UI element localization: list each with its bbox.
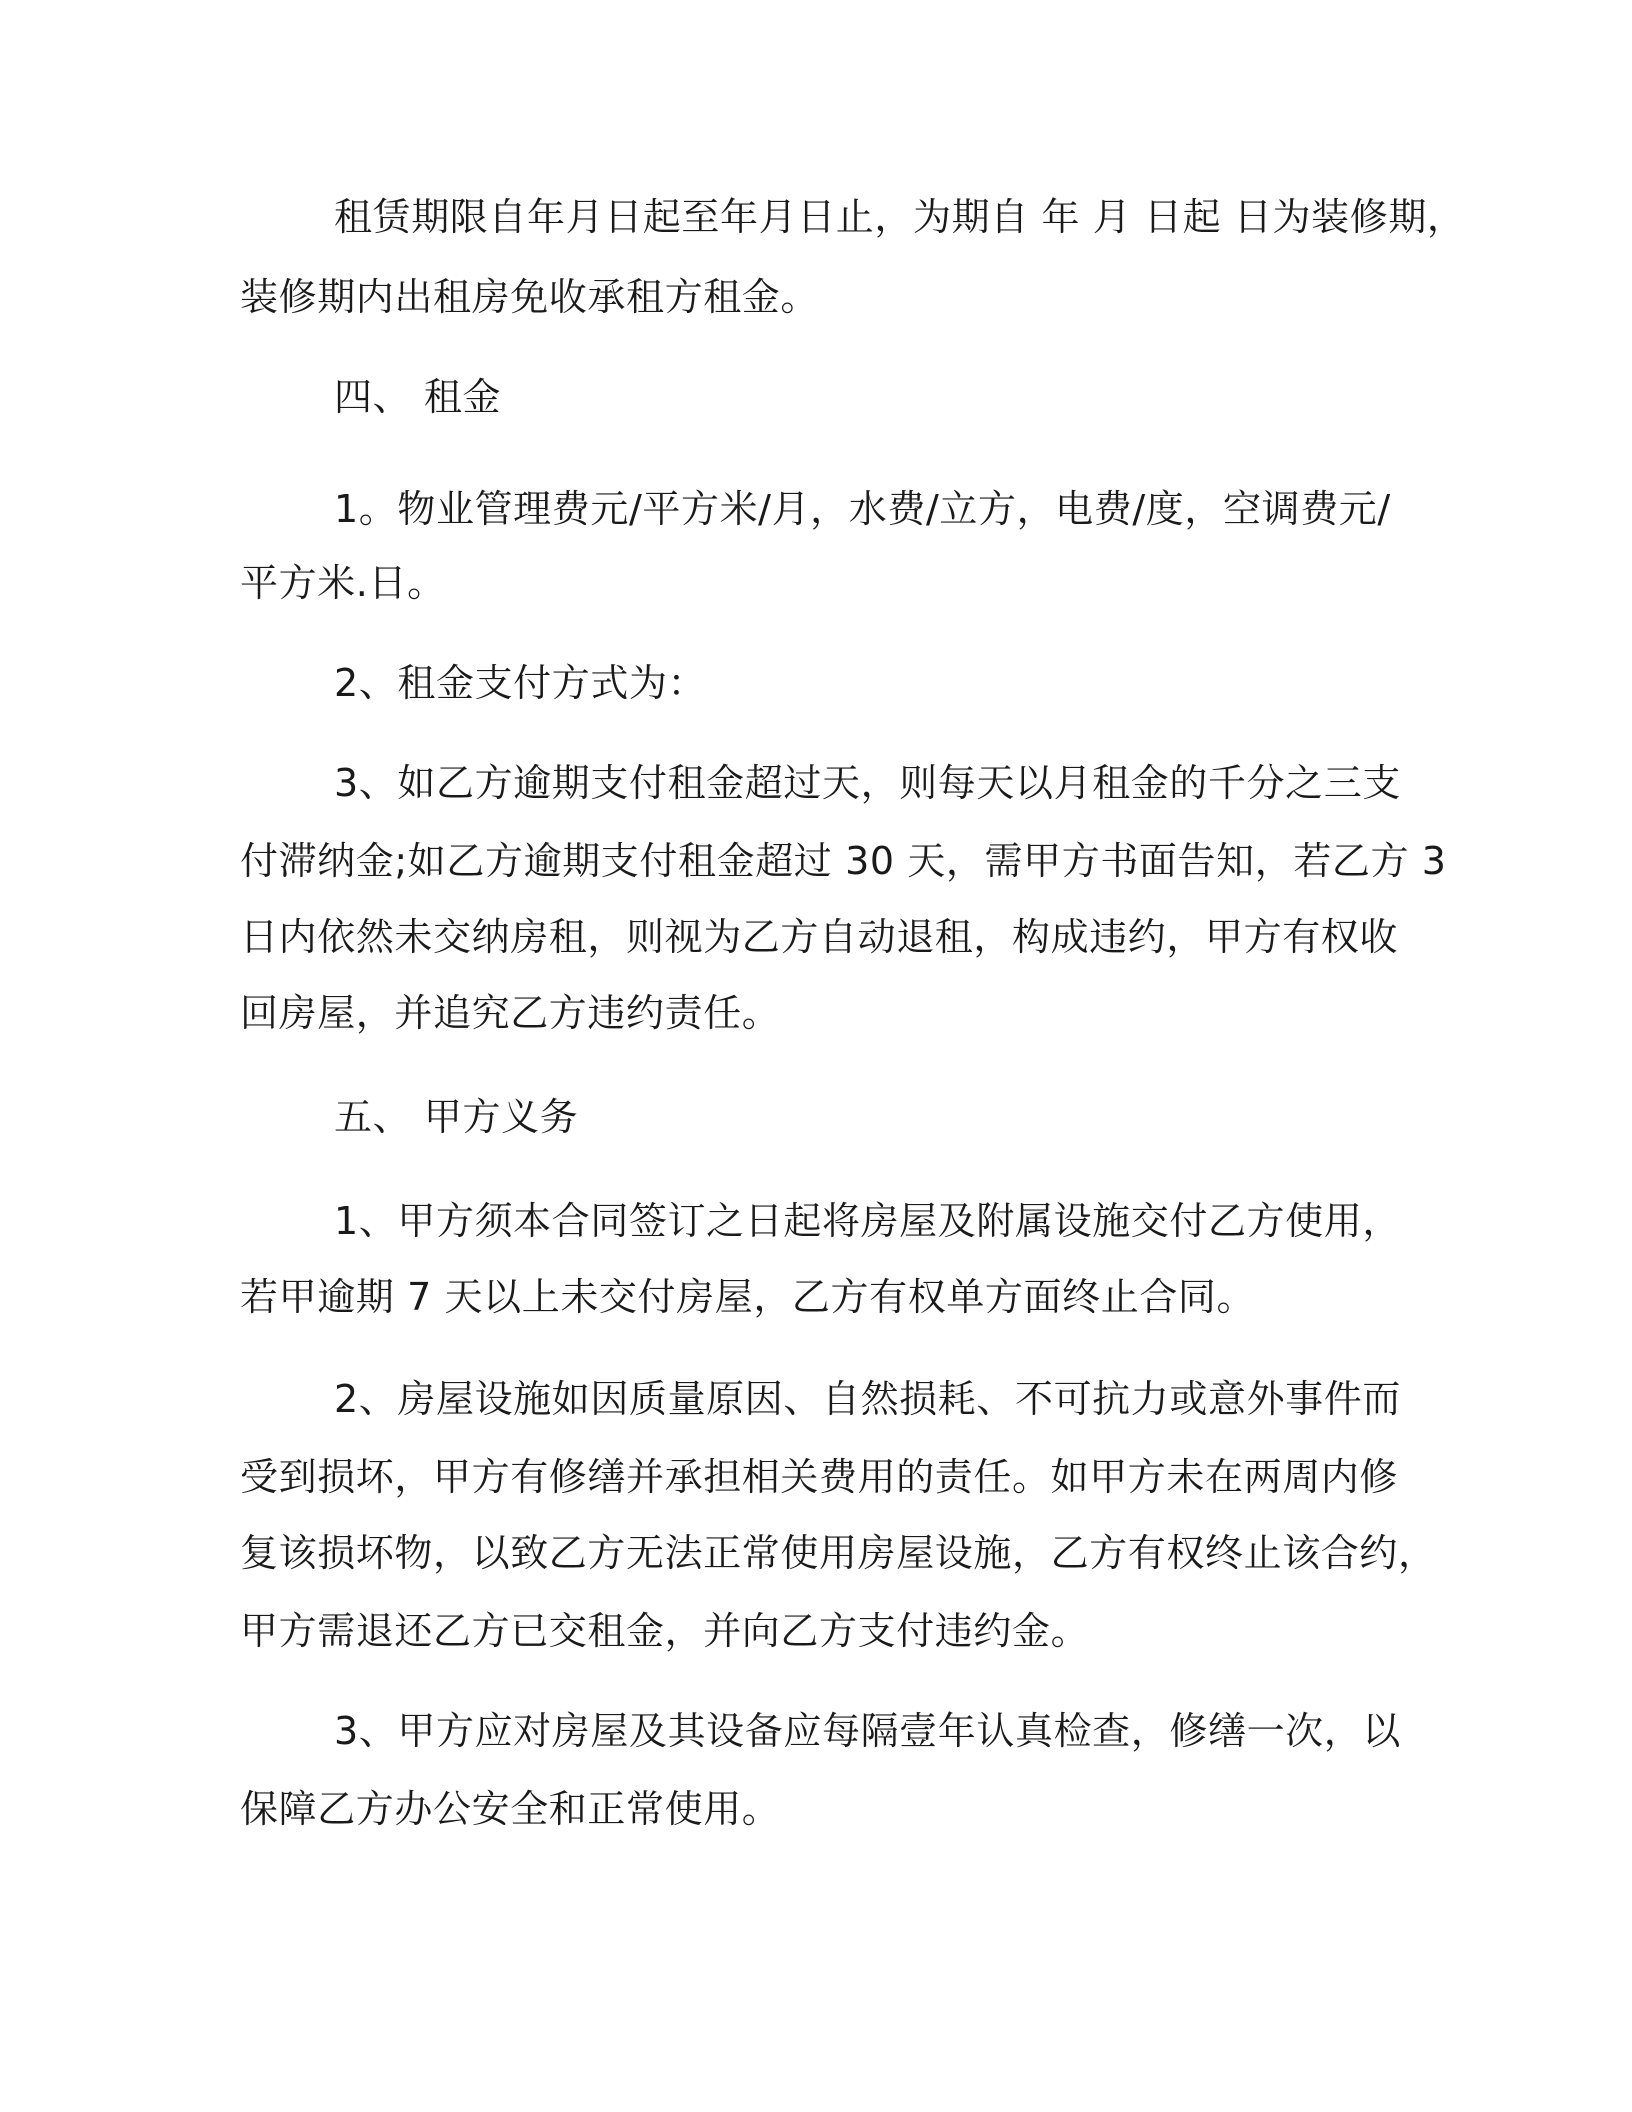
section-heading-rent: 四、 租金 [334, 375, 502, 419]
lease-term-line-1: 租赁期限自年月日起至年月日止，为期自 年 月 日起 日为装修期， [334, 195, 1466, 239]
obligation-3-line-1: 3、甲方应对房屋及其设备应每隔壹年认真检查，修缮一次，以 [334, 1709, 1401, 1753]
obligation-2-line-2: 受到损坏，甲方有修缮并承担相关费用的责任。如甲方未在两周内修 [240, 1455, 1399, 1499]
obligation-2-line-1: 2、房屋设施如因质量原因、自然损耗、不可抗力或意外事件而 [334, 1377, 1401, 1421]
obligation-1-line-2: 若甲逾期 7 天以上未交付房屋，乙方有权单方面终止合同。 [240, 1275, 1256, 1319]
payment-method-line: 2、租金支付方式为： [334, 661, 707, 705]
late-payment-line-3: 日内依然未交纳房租，则视为乙方自动退租，构成违约，甲方有权收 [240, 915, 1399, 959]
obligation-3-line-2: 保障乙方办公安全和正常使用。 [240, 1787, 781, 1831]
fees-line-1: 1。物业管理费元/平方米/月，水费/立方，电费/度，空调费元/ [334, 487, 1391, 531]
section-heading-party-a-obligations: 五、 甲方义务 [334, 1095, 579, 1139]
obligation-2-line-3: 复该损坏物，以致乙方无法正常使用房屋设施，乙方有权终止该合约， [240, 1531, 1437, 1575]
lease-term-line-2: 装修期内出租房免收承租方租金。 [240, 275, 820, 319]
obligation-2-line-4: 甲方需退还乙方已交租金，并向乙方支付违约金。 [240, 1609, 1090, 1653]
late-payment-line-1: 3、如乙方逾期支付租金超过天，则每天以月租金的千分之三支 [334, 761, 1401, 805]
fees-line-2: 平方米.日。 [240, 561, 446, 605]
late-payment-line-4: 回房屋，并追究乙方违约责任。 [240, 991, 781, 1035]
late-payment-line-2: 付滞纳金;如乙方逾期支付租金超过 30 天，需甲方书面告知，若乙方 3 [240, 839, 1447, 883]
obligation-1-line-1: 1、甲方须本合同签订之日起将房屋及附属设施交付乙方使用， [334, 1199, 1401, 1243]
